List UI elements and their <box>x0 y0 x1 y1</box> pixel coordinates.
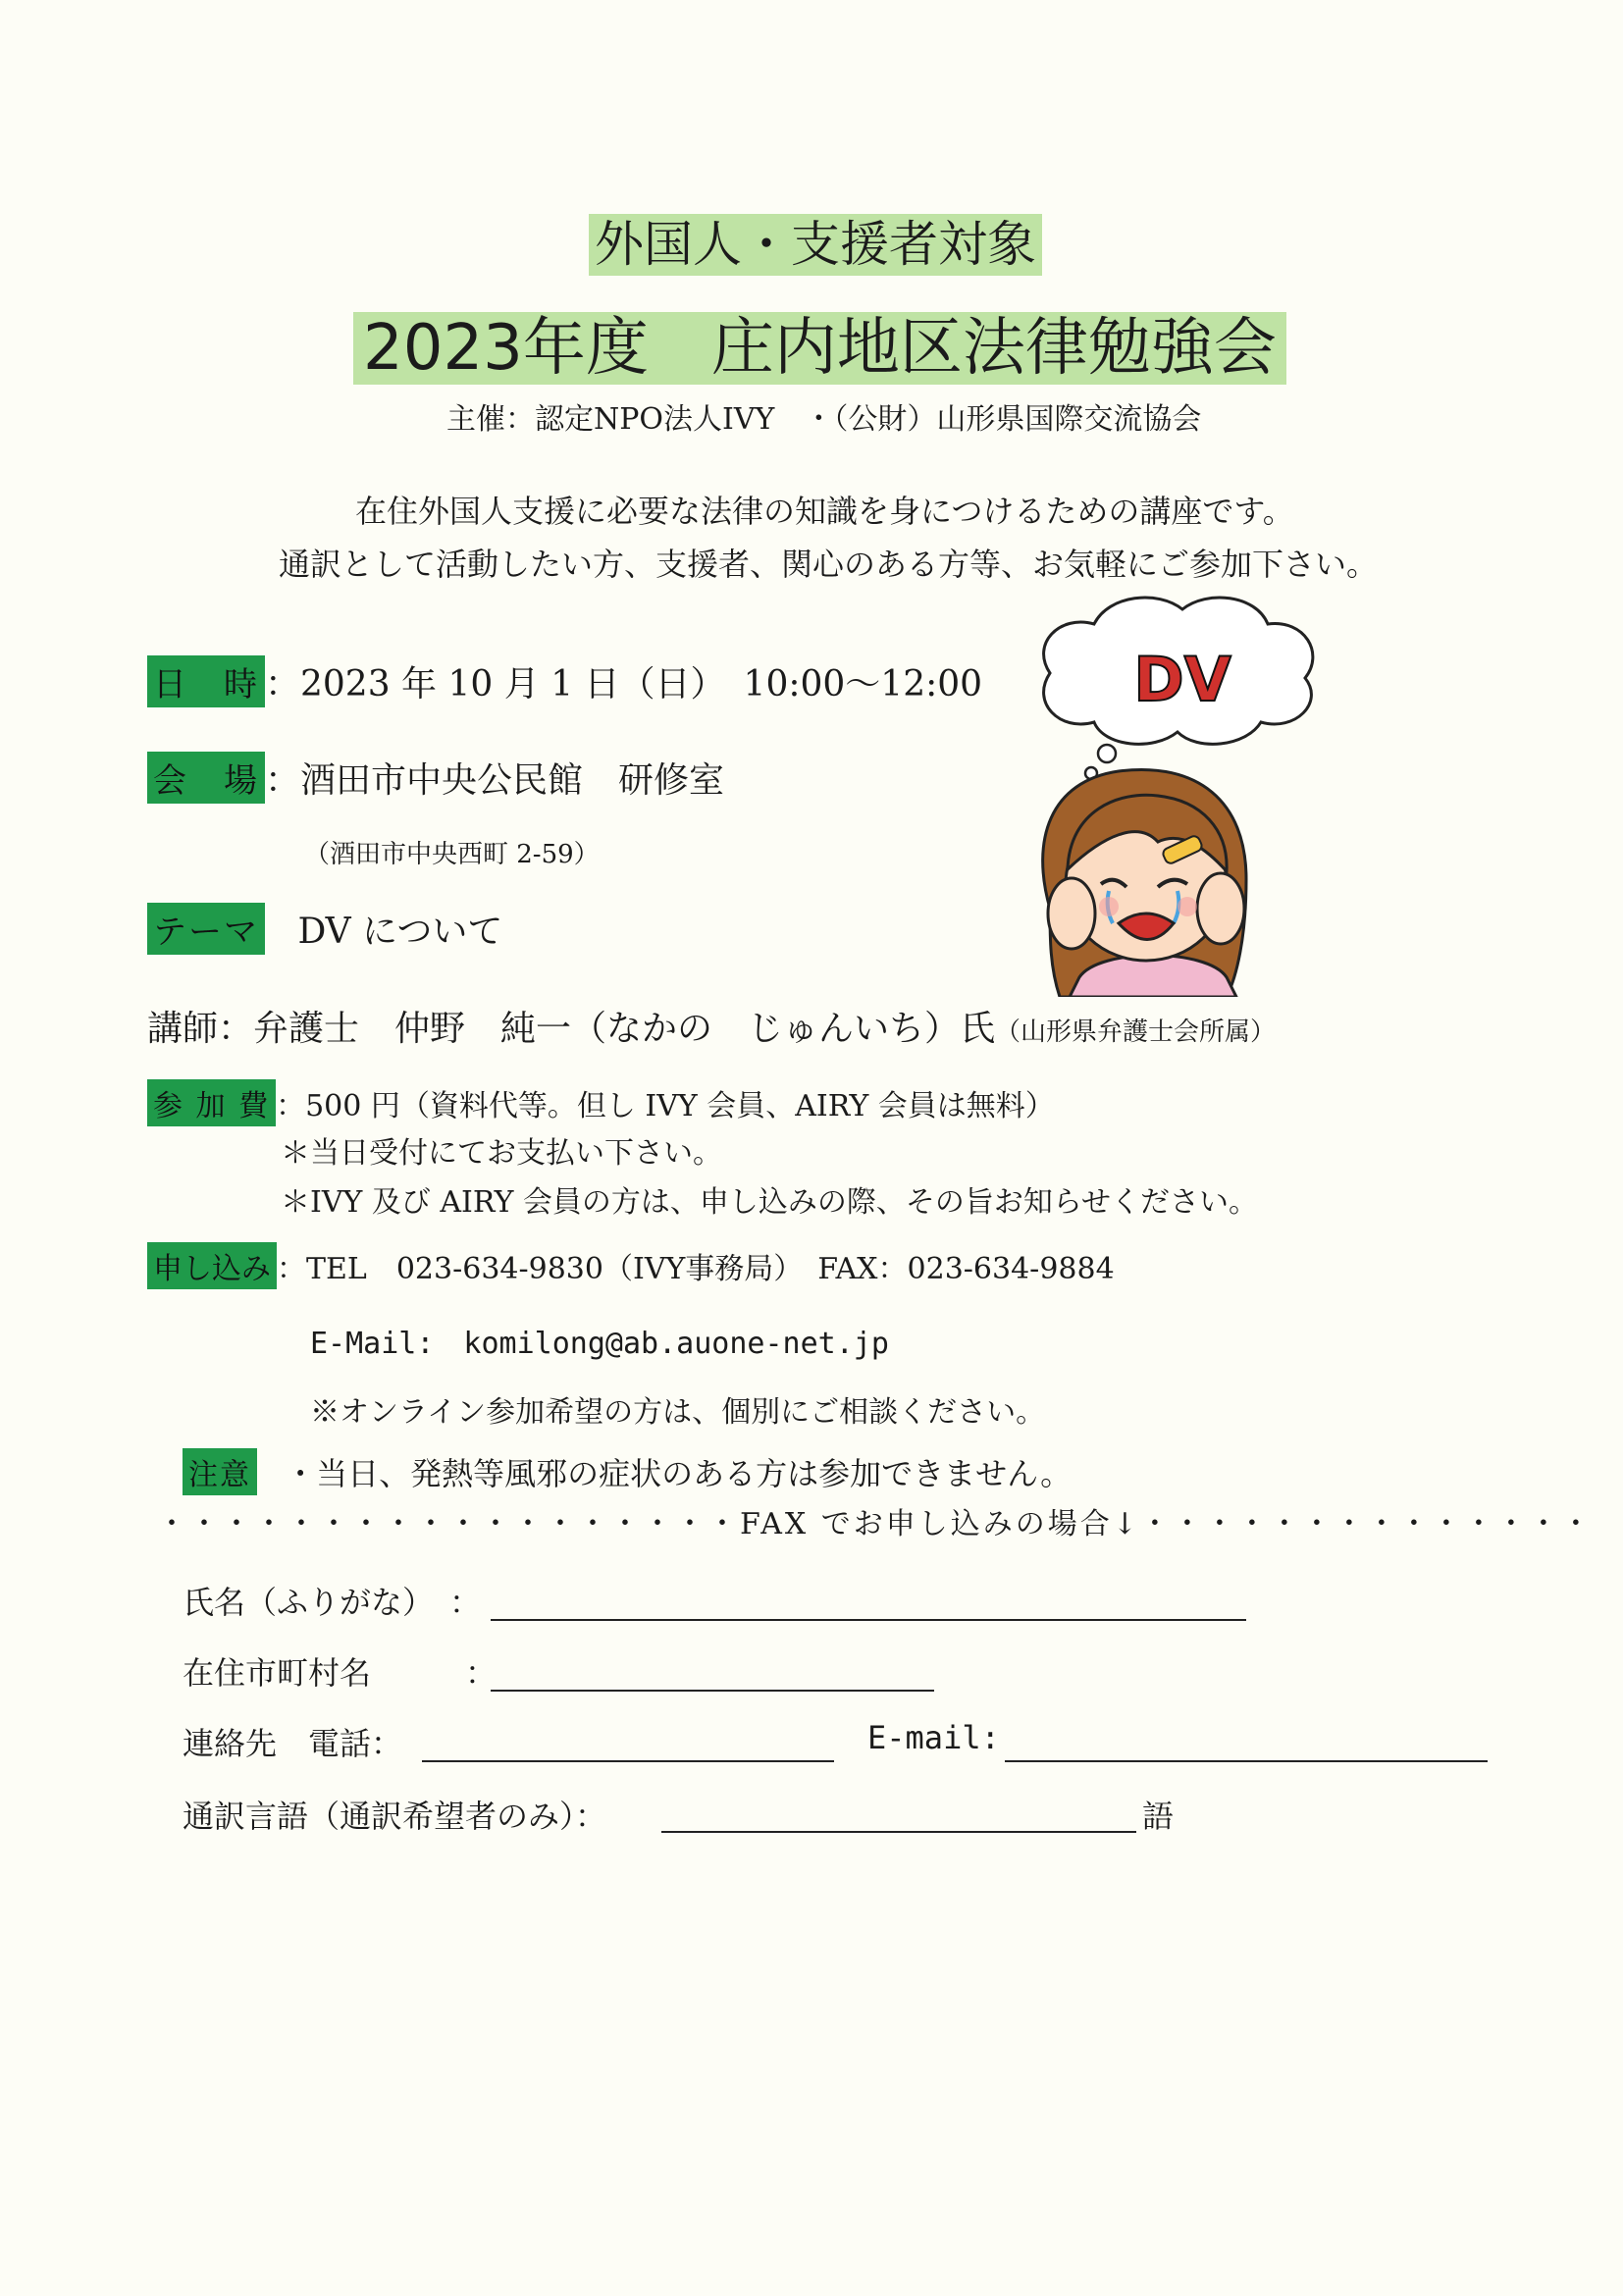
theme-value: DV について <box>297 912 503 952</box>
caution-value: ・当日、発熱等風邪の症状のある方は参加できません。 <box>285 1455 1073 1492</box>
form-language-suffix: 語 <box>1142 1798 1175 1835</box>
form-language-field[interactable] <box>661 1831 1136 1833</box>
date-value: ：2023 年 10 月 1 日（日） 10:00～12:00 <box>265 664 983 704</box>
fee-value: ：500 円（資料代等。但し IVY 会員、AIRY 会員は無料） <box>276 1089 1055 1123</box>
date-row <box>147 655 982 707</box>
lecturer-row <box>147 1001 1276 1051</box>
lecturer: 講師：弁護士 仲野 純一（なかの じゅんいち）氏 <box>147 1009 996 1049</box>
lecturer-affiliation: （山形県弁護士会所属） <box>995 1018 1277 1047</box>
dv-bubble-text: DV <box>1133 644 1231 715</box>
apply-label: 申し込み <box>147 1242 277 1289</box>
form-email-label: E-mail: <box>867 1719 1000 1756</box>
apply-row <box>147 1242 1115 1289</box>
form-phone-label: 連絡先 電話： <box>183 1725 403 1762</box>
date-label: 日 時 <box>147 655 265 707</box>
caution-label: 注意 <box>183 1448 257 1495</box>
venue-address: （酒田市中央西町 2-59） <box>304 840 600 869</box>
form-email-field[interactable] <box>1005 1760 1488 1762</box>
organizer: 主催：認定NPO法人IVY ・（公財）山形県国際交流協会 <box>446 402 1202 437</box>
venue-label: 会 場 <box>147 752 265 804</box>
venue-row <box>147 752 724 804</box>
page-title: 2023年度 庄内地区法律勉強会 <box>353 312 1286 385</box>
online-note: ※オンライン参加希望の方は、個別にご相談ください。 <box>310 1395 1046 1430</box>
form-name-label: 氏名（ふりがな） ： <box>183 1584 482 1621</box>
form-city-field[interactable] <box>491 1690 934 1692</box>
form-name-field[interactable] <box>491 1619 1246 1621</box>
email-line: E-Mail: komilong@ab.auone-net.jp <box>310 1327 889 1361</box>
form-language-label: 通訳言語（通訳希望者のみ）： <box>183 1798 607 1835</box>
venue-value: ：酒田市中央公民館 研修室 <box>265 760 725 801</box>
target-audience: 外国人・支援者対象 <box>589 214 1042 276</box>
intro-line-2: 通訳として活動したい方、支援者、関心のある方等、お気軽にご参加下さい。 <box>279 546 1379 583</box>
crying-woman-icon <box>1011 585 1344 1001</box>
form-city-label: 在住市町村名 ： <box>183 1654 497 1692</box>
intro-line-1: 在住外国人支援に必要な法律の知識を身につけるための講座です。 <box>355 493 1294 530</box>
fee-note-2: ＊IVY 及び AIRY 会員の方は、申し込みの際、その旨お知らせください。 <box>281 1185 1259 1220</box>
fee-label: 参 加 費 <box>147 1079 276 1126</box>
theme-label: テーマ <box>147 903 265 955</box>
caution-row <box>183 1448 1072 1495</box>
apply-value: ：TEL 023-634-9830（IVY事務局） FAX：023-634-9884 <box>277 1252 1115 1286</box>
fee-row <box>147 1079 1055 1126</box>
theme-row <box>147 903 502 955</box>
fee-note-1: ＊当日受付にてお支払い下さい。 <box>281 1136 722 1171</box>
form-phone-field[interactable] <box>422 1760 834 1762</box>
fax-separator: ・・・・・・・・・・・・・・・・・・FAX でお申し込みの場合↓・・・・・・・・・・・・・・ <box>157 1507 1594 1541</box>
